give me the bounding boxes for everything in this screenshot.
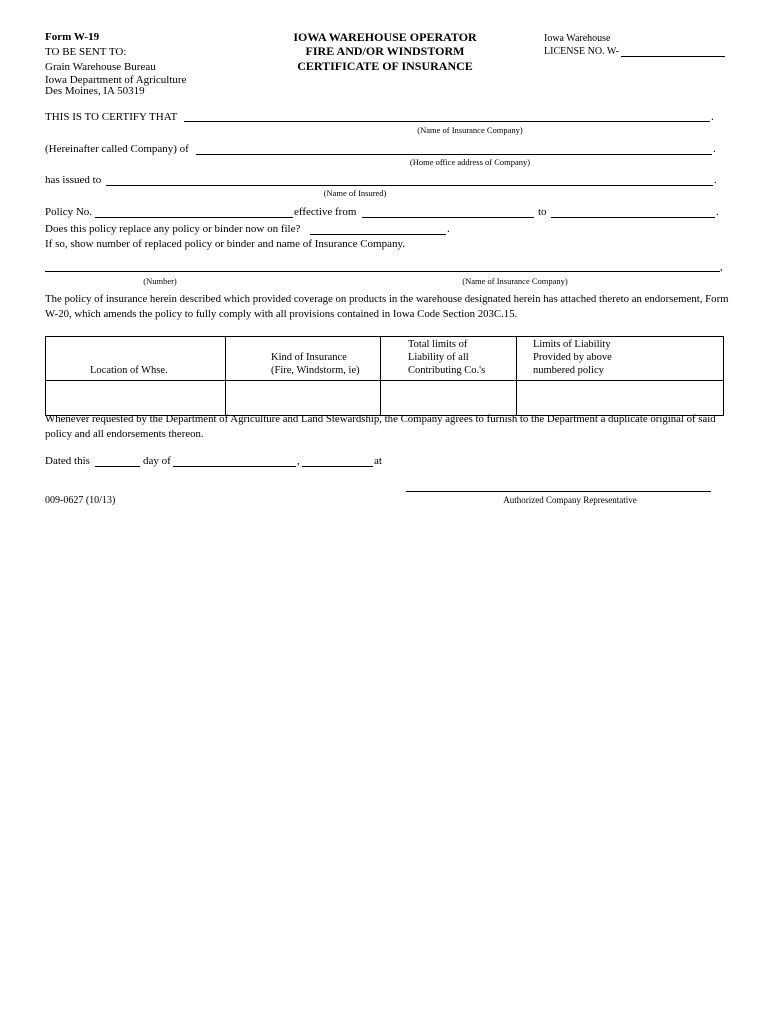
dated-label: Dated this xyxy=(45,455,90,467)
limits-liability-line-2: Provided by above xyxy=(533,352,612,363)
replaced-policy-field[interactable] xyxy=(45,271,720,272)
title-line-3: CERTIFICATE OF INSURANCE xyxy=(297,59,473,73)
bureau-name: Grain Warehouse Bureau xyxy=(45,61,156,73)
location-header xyxy=(46,337,226,381)
location-cell[interactable] xyxy=(46,381,226,416)
kind-header-line-2: (Fire, Windstorm, ie) xyxy=(271,365,360,376)
signature-caption: Authorized Company Representative xyxy=(503,495,637,505)
replace-answer-field[interactable] xyxy=(310,234,446,235)
day-of-label: day of xyxy=(143,455,171,467)
certify-period: . xyxy=(711,111,714,123)
duplicate-paragraph: Whenever requested by the Department of Agriculture and Land Stewardship, the Company agrees to furnish to the Department a duplicate original of said policy and all endorsements thereon. xyxy=(45,413,716,440)
company-caption: (Home office address of Company) xyxy=(409,157,531,167)
to-label: to xyxy=(538,206,547,218)
policy-label: Policy No. xyxy=(45,206,93,218)
title-line-2: FIRE AND/OR WINDSTORM xyxy=(305,44,465,58)
policy-number-field[interactable] xyxy=(95,217,293,218)
insurance-company-field[interactable] xyxy=(184,121,710,122)
insurance-table xyxy=(45,336,724,416)
total-limits-line-1: Total limits of xyxy=(408,339,468,350)
issued-period: . xyxy=(714,174,717,186)
dated-comma: , xyxy=(297,455,300,467)
send-to-label: TO BE SENT TO: xyxy=(45,46,127,58)
insured-name-field[interactable] xyxy=(106,185,713,186)
form-id: Form W-19 xyxy=(45,31,100,43)
limits-liability-line-1: Limits of Liability xyxy=(533,339,611,350)
replace-instruction: If so, show number of replaced policy or binder and name of Insurance Company. xyxy=(45,238,406,250)
policy-period: . xyxy=(716,206,719,218)
limits-liability-cell[interactable] xyxy=(517,381,724,416)
issued-caption: (Name of Insured) xyxy=(323,188,387,198)
table-header-row xyxy=(46,337,724,381)
kind-header-line-1: Kind of Insurance xyxy=(271,352,347,363)
effective-from-field[interactable] xyxy=(362,217,534,218)
at-label: at xyxy=(374,455,382,467)
issued-label: has issued to xyxy=(45,174,102,186)
company-label: (Hereinafter called Company) of xyxy=(45,143,189,155)
effective-label: effective from xyxy=(294,206,357,218)
department-city: Des Moines, IA 50319 xyxy=(45,85,145,97)
total-limits-line-3: Contributing Co.'s xyxy=(408,365,486,376)
total-limits-header xyxy=(381,337,517,381)
location-header-line-1: Location of Whse. xyxy=(90,365,168,376)
warehouse-label: Iowa Warehouse xyxy=(544,33,611,44)
kind-header xyxy=(226,337,381,381)
form-number: 009-0627 (10/13) xyxy=(45,495,116,506)
total-limits-cell[interactable] xyxy=(381,381,517,416)
limits-liability-header xyxy=(517,337,724,381)
replaced-comma: , xyxy=(720,261,723,273)
title-line-1: IOWA WAREHOUSE OPERATOR xyxy=(293,30,477,44)
license-label: LICENSE NO. W- xyxy=(544,46,620,57)
table-row xyxy=(46,381,724,416)
certify-label: THIS IS TO CERTIFY THAT xyxy=(45,111,178,123)
effective-to-field[interactable] xyxy=(551,217,715,218)
total-limits-line-2: Liability of all xyxy=(408,352,469,363)
dated-day-field[interactable] xyxy=(95,466,140,467)
replace-question: Does this policy replace any policy or binder now on file? xyxy=(45,223,301,235)
home-office-address-field[interactable] xyxy=(196,154,712,155)
coverage-paragraph: The policy of insurance herein described which provided coverage on products in the warehouse designated herein has attached thereto an endorsement, Form W-20, which amends the policy to fully comply with all provisions contained in Iowa Code Section 203C.15. xyxy=(45,293,729,320)
company-period: . xyxy=(713,143,716,155)
license-number-field[interactable] xyxy=(621,56,725,57)
replace-period: . xyxy=(447,223,450,235)
signature-field[interactable] xyxy=(406,491,711,492)
limits-liability-line-3: numbered policy xyxy=(533,365,604,376)
certify-caption: (Name of Insurance Company) xyxy=(417,125,523,135)
department-name: Iowa Department of Agriculture xyxy=(45,74,187,86)
kind-cell[interactable] xyxy=(226,381,381,416)
dated-month-field[interactable] xyxy=(173,466,296,467)
replaced-company-caption: (Name of Insurance Company) xyxy=(462,276,568,286)
dated-year-field[interactable] xyxy=(302,466,373,467)
number-caption: (Number) xyxy=(143,276,177,286)
